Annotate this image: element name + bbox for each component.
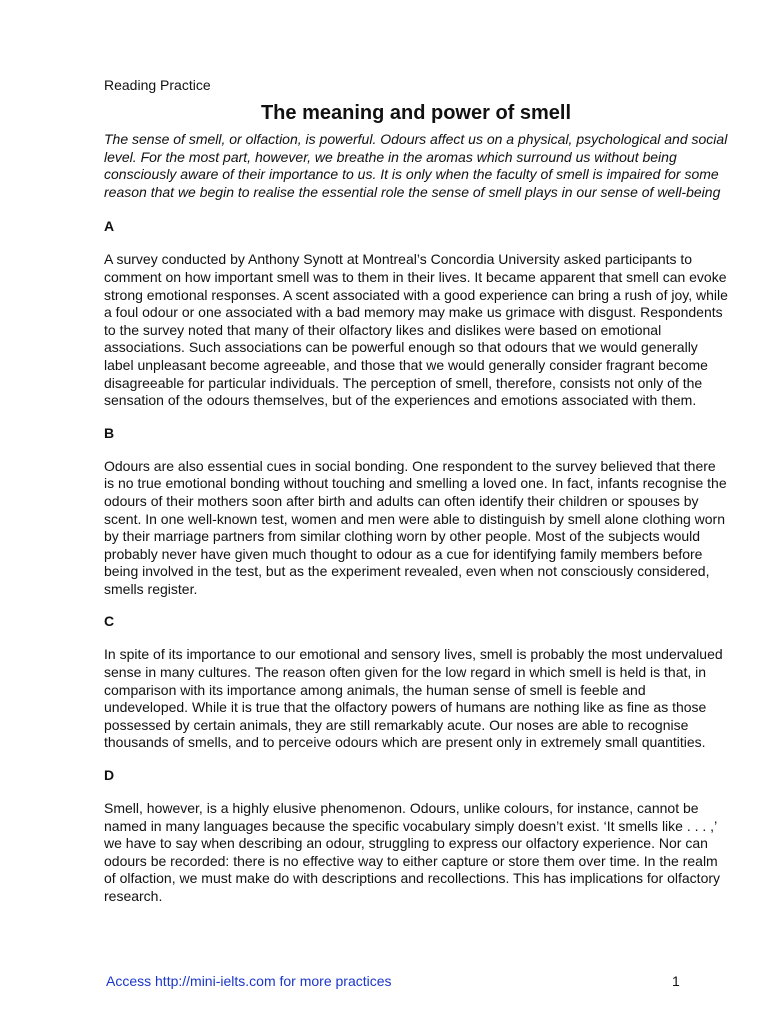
section-letter-b: B: [104, 424, 115, 441]
section-paragraph-a: A survey conducted by Anthony Synott at Montreal’s Concordia University asked participants to comment on how important smell was to them in their lives. It became apparent that smell can evoke strong emotional responses. A scent associated with a good experience can bring a rush of joy, while a foul odour or one associated with a bad memory may make us grimace with disgust. Respondents to the survey noted that many of their olfactory likes and dislikes were based on emotional associations. Such associations can be powerful enough so that odours that we would generally label unpleasant become agreeable, and those that we would generally consider fragrant become disagreeable for particular individuals. The perception of smell, therefore, consists not only of the sensation of the odours themselves, but of the experiences and emotions associated with them.: [104, 251, 728, 409]
section-paragraph-b: Odours are also essential cues in social bonding. One respondent to the survey believed that there is no true emotional bonding without touching and smelling a loved one. In fact, infants recognise the odours of their mothers soon after birth and adults can often identify their children or spouses by scent. In one well-known test, women and men were able to distinguish by smell alone clothing worn by their marriage partners from similar clothing worn by other people. Most of the subjects would probably never have given much thought to odour as a cue for identifying family members before being involved in the test, but as the experiment revealed, even when not consciously considered, smells register.: [104, 457, 727, 597]
section-letter-d: D: [104, 767, 115, 784]
section-paragraph-c: In spite of its importance to our emotional and sensory lives, smell is probably the most undervalued sense in many cultures. The reason often given for the low regard in which smell is held is that, in comparison with its importance among animals, the human sense of smell is feeble and undeveloped. While it is true that the olfactory powers of humans are nothing like as fine as those possessed by certain animals, they are still remarkably acute. Our noses are able to recognise thousands of smells, and to perceive odours which are present only in extremely small quantities.: [104, 646, 723, 751]
section-letter-a: A: [104, 218, 115, 235]
document-page: [104, 76, 728, 920]
header-label: Reading Practice: [104, 77, 211, 93]
section-paragraph-d: Smell, however, is a highly elusive phenomenon. Odours, unlike colours, for instance, cannot be named in many languages because the specific vocabulary simply doesn’t exist. ‘It smells like . . . ,’ we have to say when describing an odour, struggling to express our olfactory experience. Nor can odours be recorded: there is no effective way to either capture or store them over time. In the realm of olfaction, we must make do with descriptions and recollections. This has implications for olfactory research.: [104, 800, 721, 904]
page-footer: [106, 972, 686, 990]
footer-link[interactable]: Access http://mini-ielts.com for more practices: [106, 973, 392, 989]
page-title: The meaning and power of smell: [260, 102, 572, 124]
intro-paragraph: The sense of smell, or olfaction, is powerful. Odours affect us on a physical, psychological and social level. For the most part, however, we breathe in the aromas which surround us without being consciously aware of their importance to us. It is only when the faculty of smell is impaired for some reason that we begin to realise the essential role the sense of smell plays in our sense of well-being: [104, 131, 728, 200]
section-letter-c: C: [104, 613, 115, 630]
page-number: 1: [672, 973, 680, 989]
